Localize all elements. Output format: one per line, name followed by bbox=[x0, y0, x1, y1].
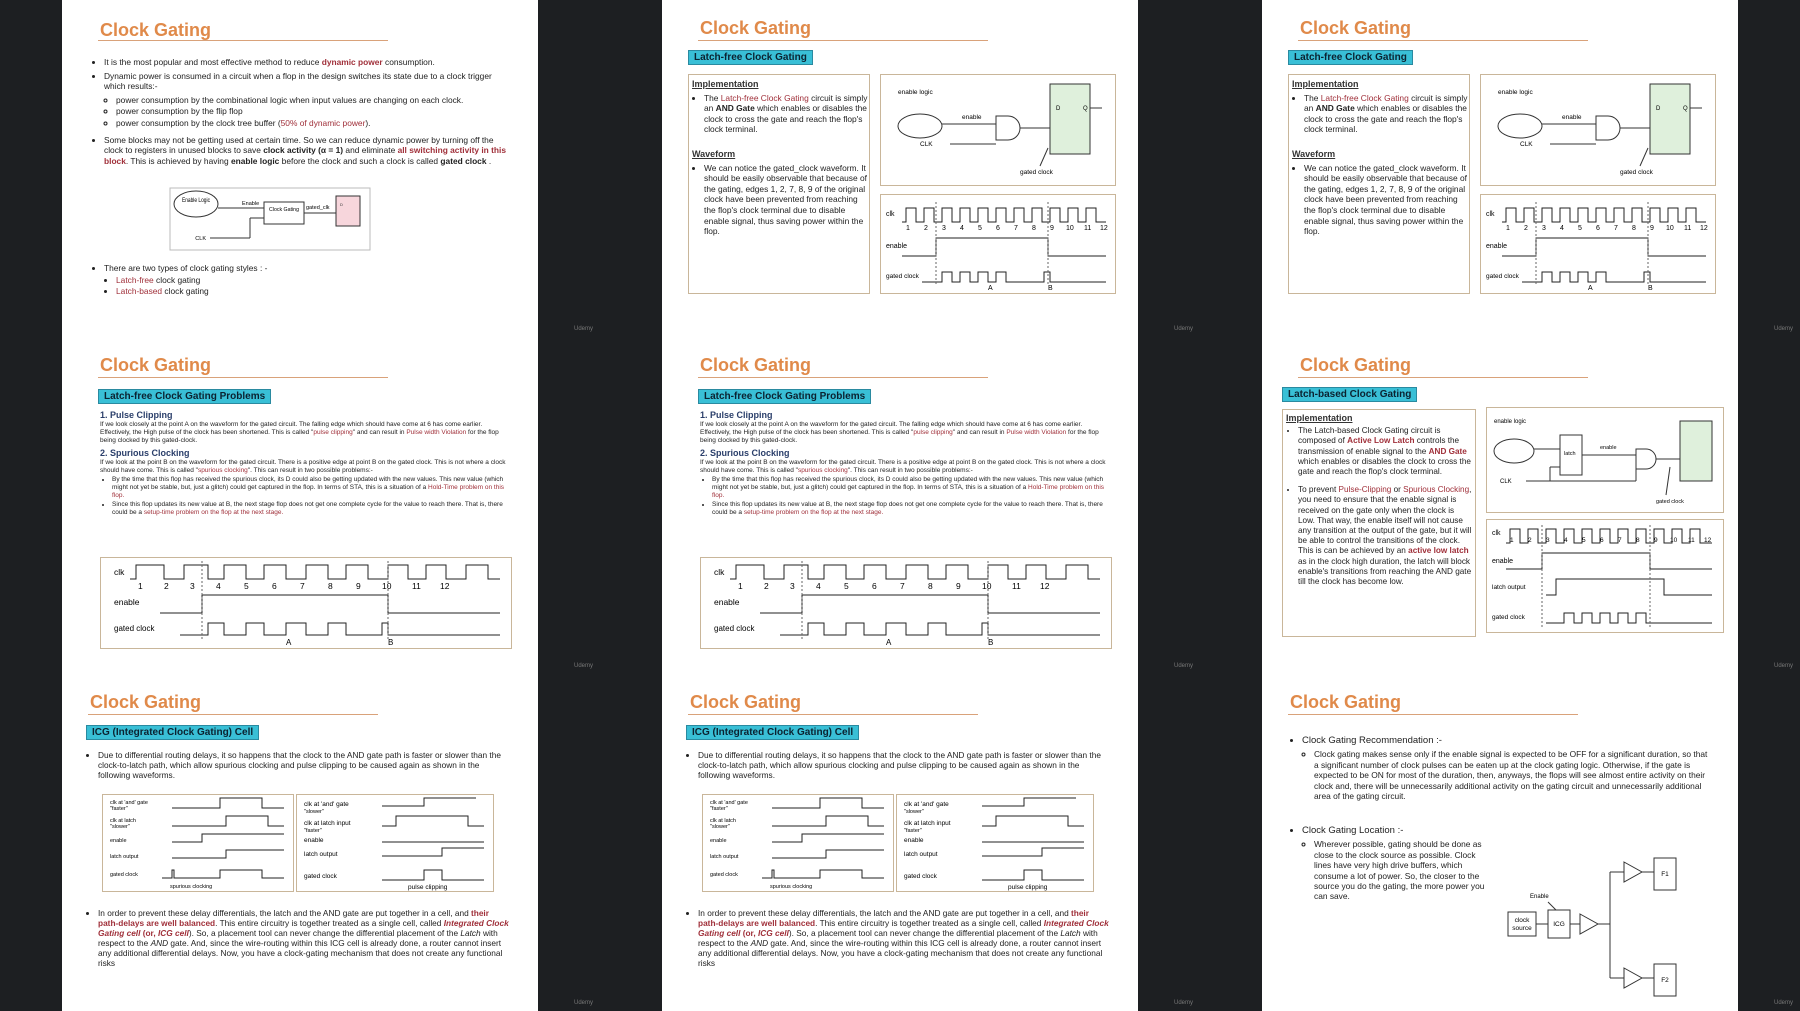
svg-text:9: 9 bbox=[1654, 537, 1658, 544]
svg-text:11: 11 bbox=[1012, 581, 1021, 591]
latch-based-waveform bbox=[1486, 519, 1722, 631]
point-a-label: A bbox=[1588, 285, 1593, 292]
thumbnail-1[interactable] bbox=[0, 0, 600, 337]
icg-intro bbox=[86, 750, 506, 783]
clk-wave-label: clk bbox=[714, 567, 725, 577]
enable-wave bbox=[760, 595, 1100, 613]
q-pin: Q bbox=[1683, 106, 1688, 112]
enable-wave bbox=[1502, 238, 1706, 256]
bullet: • The Latch-based Clock Gating circuit is composed of Active Low Latch controls the transmission of enable signal to the AND Gate which enables or disables the clock to cross the gate and reach the flop's clock terminal. bbox=[1298, 426, 1472, 477]
wave-label: "slower" bbox=[904, 809, 924, 815]
sub-bullet: ◦ power consumption by the clock tree buffer (50% of dynamic power). bbox=[116, 118, 510, 129]
svg-text:1: 1 bbox=[906, 225, 910, 232]
sub-bullet: • Latch-free clock gating bbox=[116, 275, 492, 286]
enable-wave bbox=[160, 595, 500, 613]
enable-wave bbox=[1506, 553, 1712, 569]
spurious-clocking-heading: 2. Spurious Clocking bbox=[100, 448, 190, 458]
implementation-text bbox=[692, 79, 868, 240]
svg-text:8: 8 bbox=[1636, 537, 1640, 544]
clk-label: CLK bbox=[920, 141, 933, 148]
clock-gating-label: Clock Gating bbox=[269, 207, 299, 213]
svg-text:7: 7 bbox=[1614, 225, 1618, 232]
svg-text:3: 3 bbox=[1546, 537, 1550, 544]
svg-text:6: 6 bbox=[1600, 537, 1604, 544]
latch-free-circuit bbox=[1480, 74, 1714, 184]
svg-text:5: 5 bbox=[1582, 537, 1586, 544]
faster-and-gate-waveform bbox=[102, 794, 292, 890]
d-pin: D bbox=[1656, 106, 1661, 112]
svg-text:2: 2 bbox=[164, 581, 169, 591]
slide-title: Clock Gating bbox=[1300, 18, 1412, 38]
enable-wave-label: enable bbox=[886, 243, 908, 250]
svg-text:1: 1 bbox=[738, 581, 743, 591]
slide-1-body bbox=[92, 57, 510, 169]
pulse-clipping-text: If we look closely at the point A on the waveform for the gated circuit. The falling edge which should have come at 6 has come earlier. Effectively, the High pulse of the clock has been shortened. This is called "pulse clipping" and can result in Pulse width Violation for the flop being clocked by this gated-clock. bbox=[100, 421, 499, 444]
svg-text:6: 6 bbox=[272, 581, 277, 591]
point-a-label: A bbox=[886, 638, 892, 647]
latch-free-circuit bbox=[880, 74, 1114, 184]
waveform-heading: Waveform bbox=[1292, 148, 1336, 159]
wave-label: spurious clocking bbox=[770, 884, 813, 890]
enable-label: Enable bbox=[1530, 894, 1549, 900]
svg-text:11: 11 bbox=[1688, 537, 1695, 544]
slide-8 bbox=[662, 674, 1138, 1011]
svg-text:8: 8 bbox=[1032, 225, 1036, 232]
sub-bullet: ◦ Wherever possible, gating should be done as close to the clock source as possible. Clock lines have very high drive buffers, which consume a lot of power. So, the closer to the source you do the gating, the more power you can save. bbox=[1314, 839, 1490, 901]
clk-wave-label: clk bbox=[114, 567, 125, 577]
bullet: • To prevent Pulse-Clipping or Spurious Clocking, you need to ensure that the enable signal is received on the gate only when the clock is Low. That way, the enable itself will not cause any transition at the output of the gate, but it will be able to control the transitions of the clock. This is can be achieved by an active low latch as in the clock high duration, the latch will block enable's transitions from reaching the AND gate till the clock has become low. bbox=[1298, 485, 1472, 587]
clk-wave bbox=[902, 208, 1106, 222]
wave-label: latch output bbox=[710, 854, 739, 860]
svg-text:1: 1 bbox=[1506, 225, 1510, 232]
problems-text bbox=[100, 411, 510, 520]
section-tag: ICG (Integrated Clock Gating) Cell bbox=[86, 725, 259, 740]
thumbnail-2[interactable] bbox=[600, 0, 1200, 337]
svg-text:6: 6 bbox=[1596, 225, 1600, 232]
thumbnail-5[interactable] bbox=[600, 337, 1200, 674]
svg-text:4: 4 bbox=[1560, 225, 1564, 232]
wave-label: pulse clipping bbox=[408, 884, 448, 891]
point-b-label: B bbox=[1048, 285, 1053, 292]
bullet: • Dynamic power is consumed in a circuit when a flop in the design switches its state due to a clock trigger which results:- ◦ power consumption by the combinational logic when input values are changing on each clock. ◦ power consumption by the flip flop ◦ power consumption by the clock tree buffer (50% of dynamic power). bbox=[104, 71, 510, 129]
clk-edge-numbers bbox=[738, 581, 1050, 591]
enable-logic-label: enable logic bbox=[1498, 89, 1533, 96]
svg-text:D: D bbox=[340, 202, 343, 207]
clk-wave-label: clk bbox=[1492, 530, 1501, 537]
gated-wave-label: gated clock bbox=[114, 624, 155, 633]
thumbnail-3[interactable] bbox=[1200, 0, 1800, 337]
sub-bullet: ◦ power consumption by the flip flop bbox=[116, 106, 510, 117]
d-pin: D bbox=[1056, 106, 1061, 112]
clk-label: CLK bbox=[1520, 141, 1533, 148]
clk-wave bbox=[730, 565, 1100, 579]
svg-text:8: 8 bbox=[928, 581, 933, 591]
svg-text:11: 11 bbox=[412, 581, 421, 591]
wave-label: "faster" bbox=[110, 806, 128, 812]
bullet: • The Latch-free Clock Gating circuit is simply an AND Gate which enables or disables the clock to cross the gate and reach the flop's clock terminal. bbox=[704, 93, 868, 135]
latch-based-text bbox=[1286, 413, 1472, 590]
wave-label: clk at 'and' gate bbox=[710, 800, 748, 806]
wave-label: clk at latch input bbox=[304, 820, 351, 827]
svg-text:12: 12 bbox=[1040, 581, 1050, 591]
svg-text:6: 6 bbox=[996, 225, 1000, 232]
bullet: • Since this flop updates its new value at B, the next stage flop does not get one complete cycle for the value to reach there. That is, there could be a setup-time problem on the flop at the next stage. bbox=[112, 501, 510, 517]
gated-clock-label: gated clock bbox=[1656, 499, 1684, 505]
q-pin: Q bbox=[1083, 106, 1088, 112]
thumbnail-4[interactable] bbox=[0, 337, 600, 674]
title-underline bbox=[98, 40, 388, 41]
enable-logic-label: enable logic bbox=[898, 89, 933, 96]
enable-wave-label: enable bbox=[114, 597, 140, 607]
svg-text:9: 9 bbox=[356, 581, 361, 591]
svg-text:2: 2 bbox=[924, 225, 928, 232]
latch-based-circuit bbox=[1486, 407, 1722, 511]
recommendation-text bbox=[1290, 736, 1710, 804]
wave-label: gated clock bbox=[710, 872, 738, 878]
thumbnail-6[interactable] bbox=[1200, 337, 1800, 674]
faster-and-gate-waveform bbox=[702, 794, 892, 890]
udemy-watermark: Udemy bbox=[1774, 663, 1794, 669]
wave-label: clk at 'and' gate bbox=[304, 801, 349, 808]
clk-label: CLK bbox=[195, 236, 206, 242]
bullet: • There are two types of clock gating styles : - bbox=[104, 263, 492, 274]
slide-5 bbox=[662, 337, 1138, 674]
waveform-heading: Waveform bbox=[692, 148, 736, 159]
svg-text:10: 10 bbox=[982, 581, 992, 591]
svg-text:12: 12 bbox=[440, 581, 450, 591]
wave-label: enable bbox=[904, 837, 924, 844]
bullet: • Due to differential routing delays, it so happens that the clock to the AND gate path is faster or slower than the clock-to-latch path, which allow spurious clocking and pulse clipping to be caused again as shown in the following waveforms. bbox=[698, 750, 1106, 780]
wave-label: "slower" bbox=[304, 809, 324, 815]
svg-text:4: 4 bbox=[1564, 537, 1568, 544]
svg-text:10: 10 bbox=[1666, 225, 1674, 232]
svg-text:4: 4 bbox=[216, 581, 221, 591]
slide-title: Clock Gating bbox=[700, 355, 812, 375]
svg-text:10: 10 bbox=[382, 581, 392, 591]
svg-text:2: 2 bbox=[764, 581, 769, 591]
svg-text:3: 3 bbox=[790, 581, 795, 591]
svg-text:3: 3 bbox=[942, 225, 946, 232]
wave-label: pulse clipping bbox=[1008, 884, 1048, 891]
wave-label: enable bbox=[304, 837, 324, 844]
problems-waveform bbox=[700, 557, 1110, 647]
f1-label: F1 bbox=[1661, 871, 1669, 878]
udemy-watermark: Udemy bbox=[574, 663, 594, 669]
f2-label: F2 bbox=[1661, 977, 1669, 984]
latch-output-wave-label: latch output bbox=[1492, 584, 1526, 591]
title-underline bbox=[1298, 377, 1588, 378]
clk-edge-numbers bbox=[138, 581, 450, 591]
gated-wave-label: gated clock bbox=[1492, 614, 1525, 621]
bullet: • We can notice the gated_clock waveform. It should be easily observable that because of the gating, edges 1, 2, 7, 8, 9 of the original clock have been prevented from reaching the flop's clock terminal due to disable enable signal, thus saving power within the flop. bbox=[1304, 163, 1468, 237]
point-a-label: A bbox=[988, 285, 993, 292]
wave-label: spurious clocking bbox=[170, 884, 213, 890]
gated-clock-label: gated clock bbox=[1020, 169, 1053, 176]
wave-label: clk at latch input bbox=[904, 820, 951, 827]
svg-text:1: 1 bbox=[1510, 537, 1514, 544]
svg-text:1: 1 bbox=[138, 581, 143, 591]
gated-wave bbox=[180, 623, 500, 635]
udemy-watermark: Udemy bbox=[1174, 663, 1194, 669]
source-label: source bbox=[1512, 925, 1532, 932]
point-b-label: B bbox=[388, 638, 394, 647]
slide-title: Clock Gating bbox=[690, 692, 802, 712]
enable-logic-label: enable logic bbox=[1494, 419, 1527, 425]
gated-wave-label: gated clock bbox=[714, 624, 755, 633]
section-tag: Latch-free Clock Gating bbox=[1288, 50, 1413, 65]
latch-free-waveform bbox=[880, 194, 1114, 292]
wave-label: enable bbox=[110, 838, 127, 844]
gated-wave bbox=[1546, 613, 1712, 623]
svg-text:8: 8 bbox=[328, 581, 333, 591]
svg-text:7: 7 bbox=[900, 581, 905, 591]
svg-text:12: 12 bbox=[1700, 225, 1708, 232]
point-b-label: B bbox=[988, 638, 994, 647]
slide-3 bbox=[1262, 0, 1738, 337]
point-b-label: B bbox=[1648, 285, 1653, 292]
wave-label: enable bbox=[710, 838, 727, 844]
latch-label: latch bbox=[1564, 451, 1576, 457]
gated-wave bbox=[780, 623, 1100, 635]
enable-label: enable bbox=[1600, 445, 1617, 451]
problems-waveform bbox=[100, 557, 510, 647]
clk-label: CLK bbox=[1500, 479, 1512, 485]
clk-wave bbox=[130, 565, 500, 579]
enable-logic-label: Enable Logic bbox=[182, 197, 211, 204]
point-a-label: A bbox=[286, 638, 292, 647]
svg-text:9: 9 bbox=[1050, 225, 1054, 232]
spurious-clocking-text: If we look at the point B on the waveform for the gated circuit. There is a positive edge at point B on the gated clock. This is not where a clock should have come. This is called "spurious clocking". This can result in two possible problems:- bbox=[700, 459, 1106, 474]
svg-text:3: 3 bbox=[1542, 225, 1546, 232]
wave-label: gated clock bbox=[110, 872, 138, 878]
wave-label: "faster" bbox=[710, 806, 728, 812]
slide-6 bbox=[1262, 337, 1738, 674]
wave-label: clk at latch bbox=[110, 818, 136, 824]
svg-text:6: 6 bbox=[872, 581, 877, 591]
slide-title: Clock Gating bbox=[1300, 355, 1412, 375]
sub-bullet: • Latch-based clock gating bbox=[116, 286, 492, 297]
slide-title: Clock Gating bbox=[700, 18, 812, 38]
wave-label: latch output bbox=[110, 854, 139, 860]
svg-text:9: 9 bbox=[1650, 225, 1654, 232]
enable-wave-label: enable bbox=[714, 597, 740, 607]
slide-title: Clock Gating bbox=[90, 692, 202, 712]
implementation-heading: Implementation bbox=[1286, 413, 1353, 423]
svg-text:12: 12 bbox=[1100, 225, 1108, 232]
pulse-clipping-heading: 1. Pulse Clipping bbox=[100, 410, 173, 420]
sub-bullet: ◦ power consumption by the combinational logic when input values are changing on each clock. bbox=[116, 95, 510, 106]
enable-label: Enable bbox=[242, 201, 260, 207]
bullet: • By the time that this flop has received the spurious clock, its D could also be getting updated with the new values. This new value (which might not yet be stable, but, just a glitch) could get captured in the flop. In terms of STA, this is a situation of a Hold-Time problem on this flop. bbox=[712, 476, 1110, 500]
section-tag: Latch-free Clock Gating Problems bbox=[98, 389, 271, 404]
bullet: • Due to differential routing delays, it so happens that the clock to the AND gate path is faster or slower than the clock-to-latch path, which allow spurious clocking and pulse clipping to be caused again as shown in the following waveforms. bbox=[98, 750, 506, 780]
wave-label: "faster" bbox=[904, 828, 922, 834]
udemy-watermark: Udemy bbox=[574, 326, 594, 332]
title-underline bbox=[698, 40, 988, 41]
svg-text:5: 5 bbox=[844, 581, 849, 591]
svg-text:10: 10 bbox=[1670, 537, 1678, 544]
wave-label: clk at 'and' gate bbox=[904, 801, 949, 808]
svg-text:4: 4 bbox=[816, 581, 821, 591]
bullet: • In order to prevent these delay differentials, the latch and the AND gate are put together in a cell, and their path-delays are well balanced. This entire circuitry is together treated as a single cell, called Integrated Clock Gating cell (or, ICG cell). So, a placement tool can never change the differential placement of the Latch with respect to the AND gate. And, since the wire-routing within this ICG cell is already done, a router cannot insert any additional differential delays. Now, you have a clock-gating mechanism that does not create any functional risks bbox=[698, 908, 1110, 968]
svg-text:11: 11 bbox=[1684, 225, 1692, 232]
wave-label: "slower" bbox=[110, 824, 130, 830]
svg-text:8: 8 bbox=[1632, 225, 1636, 232]
udemy-watermark: Udemy bbox=[1774, 1000, 1794, 1006]
enable-label: enable bbox=[962, 114, 982, 121]
svg-text:7: 7 bbox=[1618, 537, 1622, 544]
problems-text bbox=[700, 411, 1110, 520]
svg-text:4: 4 bbox=[960, 225, 964, 232]
clock-gating-location-diagram bbox=[1498, 802, 1698, 1002]
bullet: • Some blocks may not be getting used at certain time. So we can reduce dynamic power by turning off the clock to registers in unused blocks to save clock activity (α = 1) and eliminate all switching activity in this block. This is achieved by having enable logic before the clock and such a clock is called gated clock . bbox=[104, 135, 510, 167]
thumbnail-9[interactable] bbox=[1200, 674, 1800, 1011]
svg-text:2: 2 bbox=[1524, 225, 1528, 232]
clk-wave bbox=[1502, 208, 1706, 222]
pulse-clipping-heading: 1. Pulse Clipping bbox=[700, 410, 773, 420]
bullet: • We can notice the gated_clock waveform. It should be easily observable that because of the gating, edges 1, 2, 7, 8, 9 of the original clock have been prevented from reaching the flop's clock terminal due to disable enable signal, thus saving power within the flop. bbox=[704, 163, 868, 237]
gated-wave bbox=[1522, 272, 1706, 282]
bullet: • Since this flop updates its new value at B, the next stage flop does not get one complete cycle for the value to reach there. That is, there could be a setup-time problem on the flop at the next stage. bbox=[712, 501, 1110, 517]
slide-2 bbox=[662, 0, 1138, 337]
svg-text:7: 7 bbox=[1014, 225, 1018, 232]
svg-text:5: 5 bbox=[978, 225, 982, 232]
svg-text:2: 2 bbox=[1528, 537, 1532, 544]
enable-wave bbox=[902, 238, 1106, 256]
svg-text:10: 10 bbox=[1066, 225, 1074, 232]
svg-text:7: 7 bbox=[300, 581, 305, 591]
gated-clk-label: gated_clk bbox=[306, 205, 330, 211]
slide-1 bbox=[62, 0, 538, 337]
wave-label: "faster" bbox=[304, 828, 322, 834]
section-tag: ICG (Integrated Clock Gating) Cell bbox=[686, 725, 859, 740]
spurious-clocking-heading: 2. Spurious Clocking bbox=[700, 448, 790, 458]
wave-label: clk at 'and' gate bbox=[110, 800, 148, 806]
gated-wave bbox=[922, 272, 1106, 282]
icg-intro bbox=[686, 750, 1106, 783]
gated-clock-label: gated clock bbox=[1620, 169, 1653, 176]
slide-7 bbox=[62, 674, 538, 1011]
slower-and-gate-waveform bbox=[296, 794, 492, 890]
svg-text:5: 5 bbox=[1578, 225, 1582, 232]
enable-wave-label: enable bbox=[1492, 558, 1514, 565]
sub-bullet: ◦ Clock gating makes sense only if the enable signal is expected to be OFF for a significant duration, so that a significant number of clock pulses can be eaten up at the clock gating logic. Otherwise, if the gate is expected to be ON for most of the duration, then, anyways, the flops will see almost entire activity on their clock and, there will be unnecessarily additional activity on the gating circuit and unnecessarily additional area of the gating circuit. bbox=[1314, 749, 1710, 801]
slide-title: Clock Gating bbox=[100, 355, 212, 375]
pulse-clipping-text: If we look closely at the point A on the waveform for the gated circuit. The falling edge which should have come at 6 has come earlier. Effectively, the High pulse of the clock has been shortened. This is called "pulse clipping" and can result in Pulse width Violation for the flop being clocked by this gated-clock. bbox=[700, 421, 1099, 444]
latch-output-wave bbox=[1546, 579, 1712, 595]
gating-styles bbox=[92, 263, 492, 300]
bullet: • It is the most popular and most effective method to reduce dynamic power consumption. bbox=[104, 57, 510, 68]
icg-label: ICG bbox=[1553, 921, 1565, 928]
implementation-heading: Implementation bbox=[1292, 79, 1359, 89]
wave-label: gated clock bbox=[304, 873, 337, 880]
latch-free-waveform bbox=[1480, 194, 1714, 292]
title-underline bbox=[88, 714, 378, 715]
title-underline bbox=[1288, 714, 1578, 715]
title-underline bbox=[1298, 40, 1588, 41]
spurious-clocking-text: If we look at the point B on the waveform for the gated circuit. There is a positive edge at point B on the gated clock. This is not where a clock should have come. This is called "spurious clocking". This can result in two possible problems:- bbox=[100, 459, 506, 474]
clk-wave-label: clk bbox=[886, 211, 895, 218]
udemy-watermark: Udemy bbox=[574, 1000, 594, 1006]
gated-wave-label: gated clock bbox=[886, 273, 919, 280]
section-tag: Latch-free Clock Gating Problems bbox=[698, 389, 871, 404]
bullet: • Clock Gating Recommendation :- ◦ Clock gating makes sense only if the enable signal is expected to be OFF for a significant duration, so that a significant number of clock pulses can be eaten up at the clock gating logic. Otherwise, if the gate is expected to be ON for most of the duration, then, anyways, the flops will see almost entire activity on their clock and, there will be unnecessarily additional activity on the gating circuit and unnecessarily additional area of the gating circuit. bbox=[1302, 736, 1710, 801]
udemy-watermark: Udemy bbox=[1174, 326, 1194, 332]
udemy-watermark: Udemy bbox=[1774, 326, 1794, 332]
clock-label: clock bbox=[1514, 917, 1530, 924]
wave-label: gated clock bbox=[904, 873, 937, 880]
implementation-heading: Implementation bbox=[692, 79, 759, 89]
svg-text:12: 12 bbox=[1704, 537, 1712, 544]
slower-and-gate-waveform bbox=[896, 794, 1092, 890]
enable-wave-label: enable bbox=[1486, 243, 1508, 250]
bullet: • Clock Gating Location :- ◦ Wherever possible, gating should be done as close to the clock source as possible. Clock lines have very high drive buffers, which consume a lot of power. So, the closer to the source you do the gating, the more power you can save. bbox=[1302, 826, 1490, 902]
slide-4 bbox=[62, 337, 538, 674]
wave-label: "slower" bbox=[710, 824, 730, 830]
wave-label: latch output bbox=[904, 851, 938, 858]
slide-title: Clock Gating bbox=[1290, 692, 1402, 712]
gated-clock-diagram bbox=[170, 188, 370, 250]
clk-wave-label: clk bbox=[1486, 211, 1495, 218]
thumbnail-8[interactable] bbox=[600, 674, 1200, 1011]
gated-wave-label: gated clock bbox=[1486, 273, 1519, 280]
section-tag: Latch-free Clock Gating bbox=[688, 50, 813, 65]
slide-title: Clock Gating bbox=[100, 20, 212, 40]
clk-wave bbox=[1506, 529, 1712, 543]
section-tag: Latch-based Clock Gating bbox=[1282, 387, 1417, 402]
wave-label: clk at latch bbox=[710, 818, 736, 824]
thumbnail-7[interactable] bbox=[0, 674, 600, 1011]
svg-text:5: 5 bbox=[244, 581, 249, 591]
title-underline bbox=[98, 377, 388, 378]
bullet: • In order to prevent these delay differentials, the latch and the AND gate are put together in a cell, and their path-delays are well balanced. This entire circuitry is together treated as a single cell, called Integrated Clock Gating cell (or, ICG cell). So, a placement tool can never change the differential placement of the Latch with respect to the AND gate. And, since the wire-routing within this ICG cell is already done, a router cannot insert any additional differential delays. Now, you have a clock-gating mechanism that does not create any functional risks bbox=[98, 908, 510, 968]
icg-explanation bbox=[686, 908, 1110, 971]
title-underline bbox=[698, 377, 988, 378]
bullet: • By the time that this flop has received the spurious clock, its D could also be getting updated with the new values. This new value (which might not yet be stable, but, just a glitch) could get captured in the flop. In terms of STA, this is a situation of a Hold-Time problem on this flop. bbox=[112, 476, 510, 500]
title-underline bbox=[688, 714, 978, 715]
wave-label: latch output bbox=[304, 851, 338, 858]
svg-text:11: 11 bbox=[1084, 225, 1092, 232]
svg-text:3: 3 bbox=[190, 581, 195, 591]
svg-text:9: 9 bbox=[956, 581, 961, 591]
location-text bbox=[1290, 826, 1490, 905]
icg-explanation bbox=[86, 908, 510, 971]
udemy-watermark: Udemy bbox=[1174, 1000, 1194, 1006]
bullet: • The Latch-free Clock Gating circuit is simply an AND Gate which enables or disables the clock to cross the gate and reach the flop's clock terminal. bbox=[1304, 93, 1468, 135]
implementation-text bbox=[1292, 79, 1468, 240]
slide-9 bbox=[1262, 674, 1738, 1011]
enable-label: enable bbox=[1562, 114, 1582, 121]
